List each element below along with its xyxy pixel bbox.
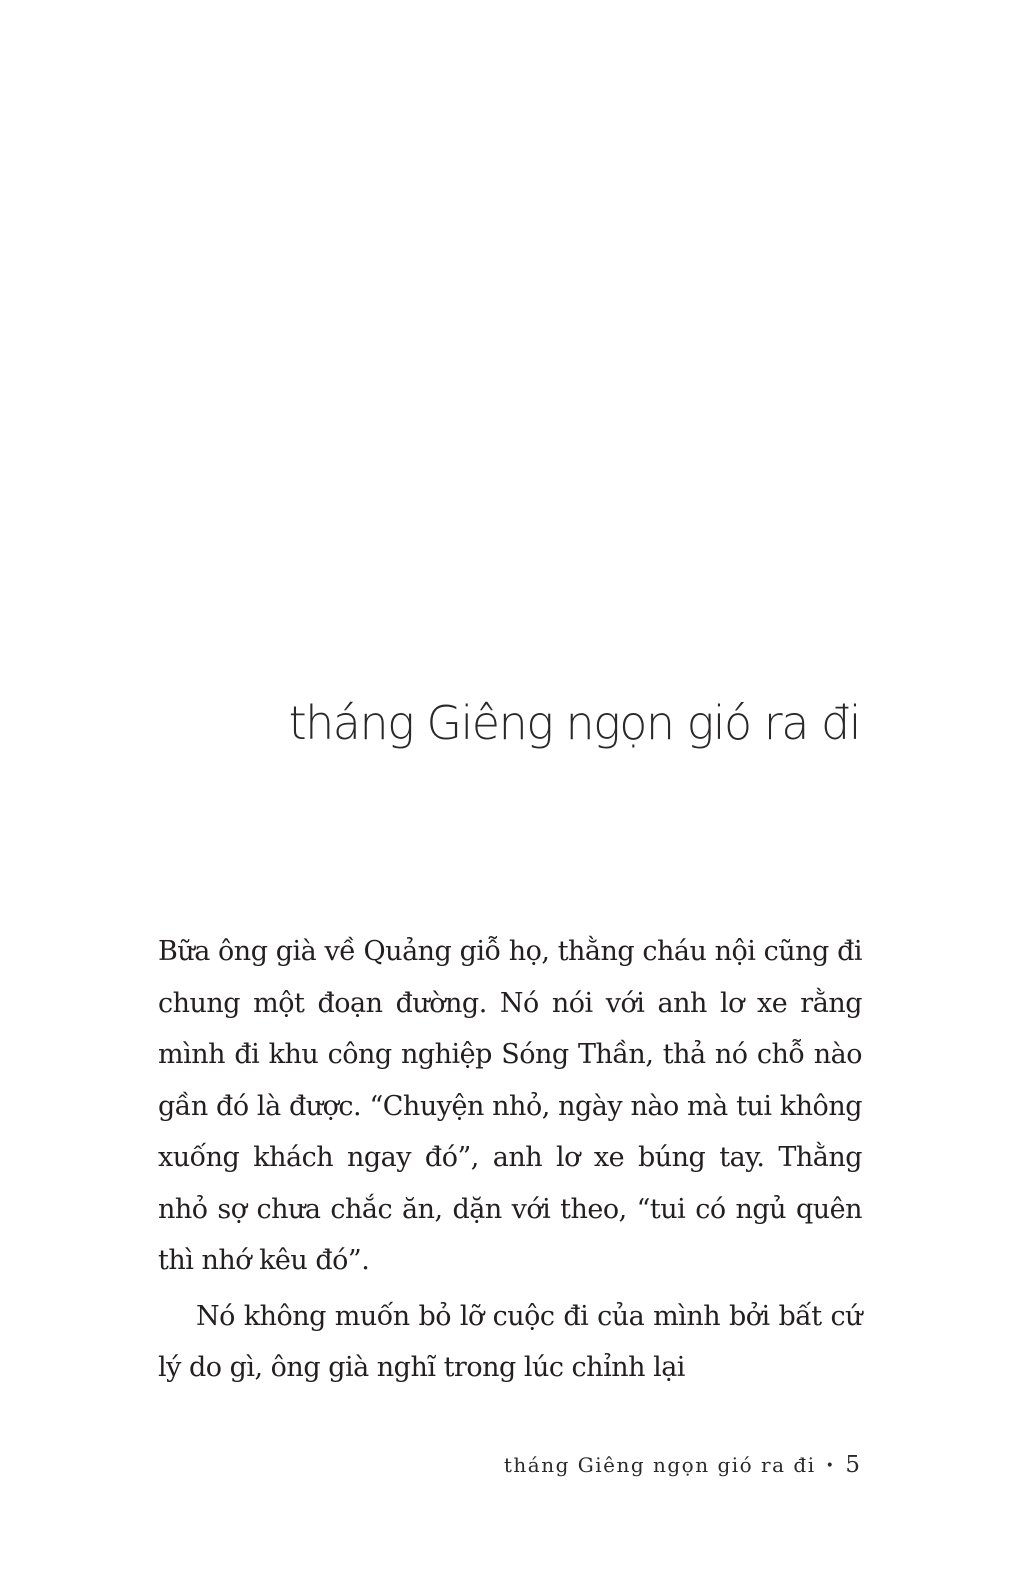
- running-title: tháng Giêng ngọn gió ra đi: [503, 1453, 816, 1477]
- page-number: 5: [845, 1452, 860, 1478]
- paragraph-2: Nó không muốn bỏ lỡ cuộc đi của mình bởi bất cứ lý do gì, ông già nghĩ trong lúc chỉnh lại: [158, 1300, 862, 1383]
- body-text: [158, 926, 862, 1394]
- chapter-title: tháng Giêng ngọn gió ra đi: [288, 696, 860, 750]
- running-footer: [504, 1452, 860, 1478]
- paragraph-1: Bữa ông già về Quảng giỗ họ, thằng cháu nội cũng đi chung một đoạn đường. Nó nói với anh lơ xe rằng mình đi khu công nghiệp Sóng Thần, thả nó chỗ nào gần đó là được. “Chuyện nhỏ, ngày nào mà tui không xuống khách ngay đó”, anh lơ xe búng tay. Thằng nhỏ sợ chưa chắc ăn, dặn với theo, “tui có ngủ quên thì nhớ kêu đó”.: [158, 936, 862, 1276]
- footer-separator: •: [825, 1458, 836, 1474]
